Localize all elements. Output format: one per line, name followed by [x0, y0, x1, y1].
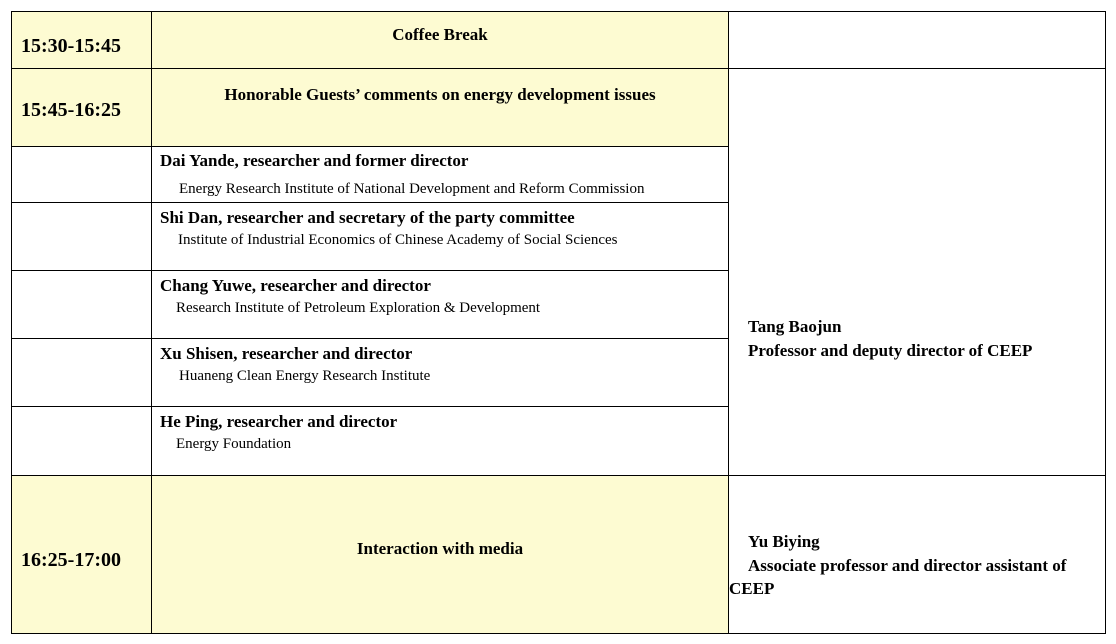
host-cell: [729, 69, 1106, 476]
time-cell: [12, 12, 152, 69]
session-cell: [152, 476, 729, 634]
host-title-line-1: Associate professor and director assistant of: [748, 555, 1067, 575]
speaker-name: He Ping, researcher and director: [160, 412, 398, 431]
empty-time-cell: [12, 339, 152, 407]
empty-time-cell: [12, 147, 152, 203]
empty-time-cell: [12, 271, 152, 339]
time-slot: 16:25-17:00: [21, 549, 121, 571]
speaker-cell: [152, 147, 729, 203]
media-session-row: [12, 476, 1106, 634]
host-cell: [729, 12, 1106, 69]
time-cell: [12, 69, 152, 147]
empty-time-cell: [12, 203, 152, 271]
speaker-cell: [152, 203, 729, 271]
host-title-line-2: CEEP: [729, 579, 775, 598]
speaker-organization: Research Institute of Petroleum Exploration & Development: [176, 300, 541, 316]
time-slot: 15:30-15:45: [21, 35, 121, 57]
comments-session-row: [12, 69, 1106, 147]
session-title: Coffee Break: [392, 25, 488, 44]
session-cell: [152, 69, 729, 147]
empty-time-cell: [12, 407, 152, 476]
host-info: [748, 315, 1032, 362]
speaker-organization: Institute of Industrial Economics of Chinese Academy of Social Sciences: [178, 232, 618, 248]
host-name: Yu Biying: [748, 532, 820, 551]
time-cell: [12, 476, 152, 634]
speaker-name: Shi Dan, researcher and secretary of the party committee: [160, 208, 575, 227]
speaker-organization: Energy Research Institute of National Development and Reform Commission: [179, 181, 645, 197]
session-cell: [152, 12, 729, 69]
host-title: Professor and deputy director of CEEP: [748, 340, 1033, 360]
speaker-name: Xu Shisen, researcher and director: [160, 344, 413, 363]
speaker-name: Dai Yande, researcher and former director: [160, 151, 469, 170]
speaker-organization: Energy Foundation: [176, 436, 292, 452]
speaker-cell: [152, 271, 729, 339]
host-name: Tang Baojun: [748, 317, 842, 336]
session-title: Honorable Guests’ comments on energy development issues: [224, 85, 656, 104]
speaker-cell: [152, 339, 729, 407]
host-info: [729, 530, 1066, 601]
speaker-name: Chang Yuwe, researcher and director: [160, 276, 431, 295]
time-slot: 15:45-16:25: [21, 99, 121, 121]
session-title: Interaction with media: [356, 539, 524, 558]
schedule-table: [11, 11, 1106, 634]
speaker-cell: [152, 407, 729, 476]
speaker-organization: Huaneng Clean Energy Research Institute: [179, 368, 431, 384]
coffee-break-row: [12, 12, 1106, 69]
host-cell: [729, 476, 1106, 634]
